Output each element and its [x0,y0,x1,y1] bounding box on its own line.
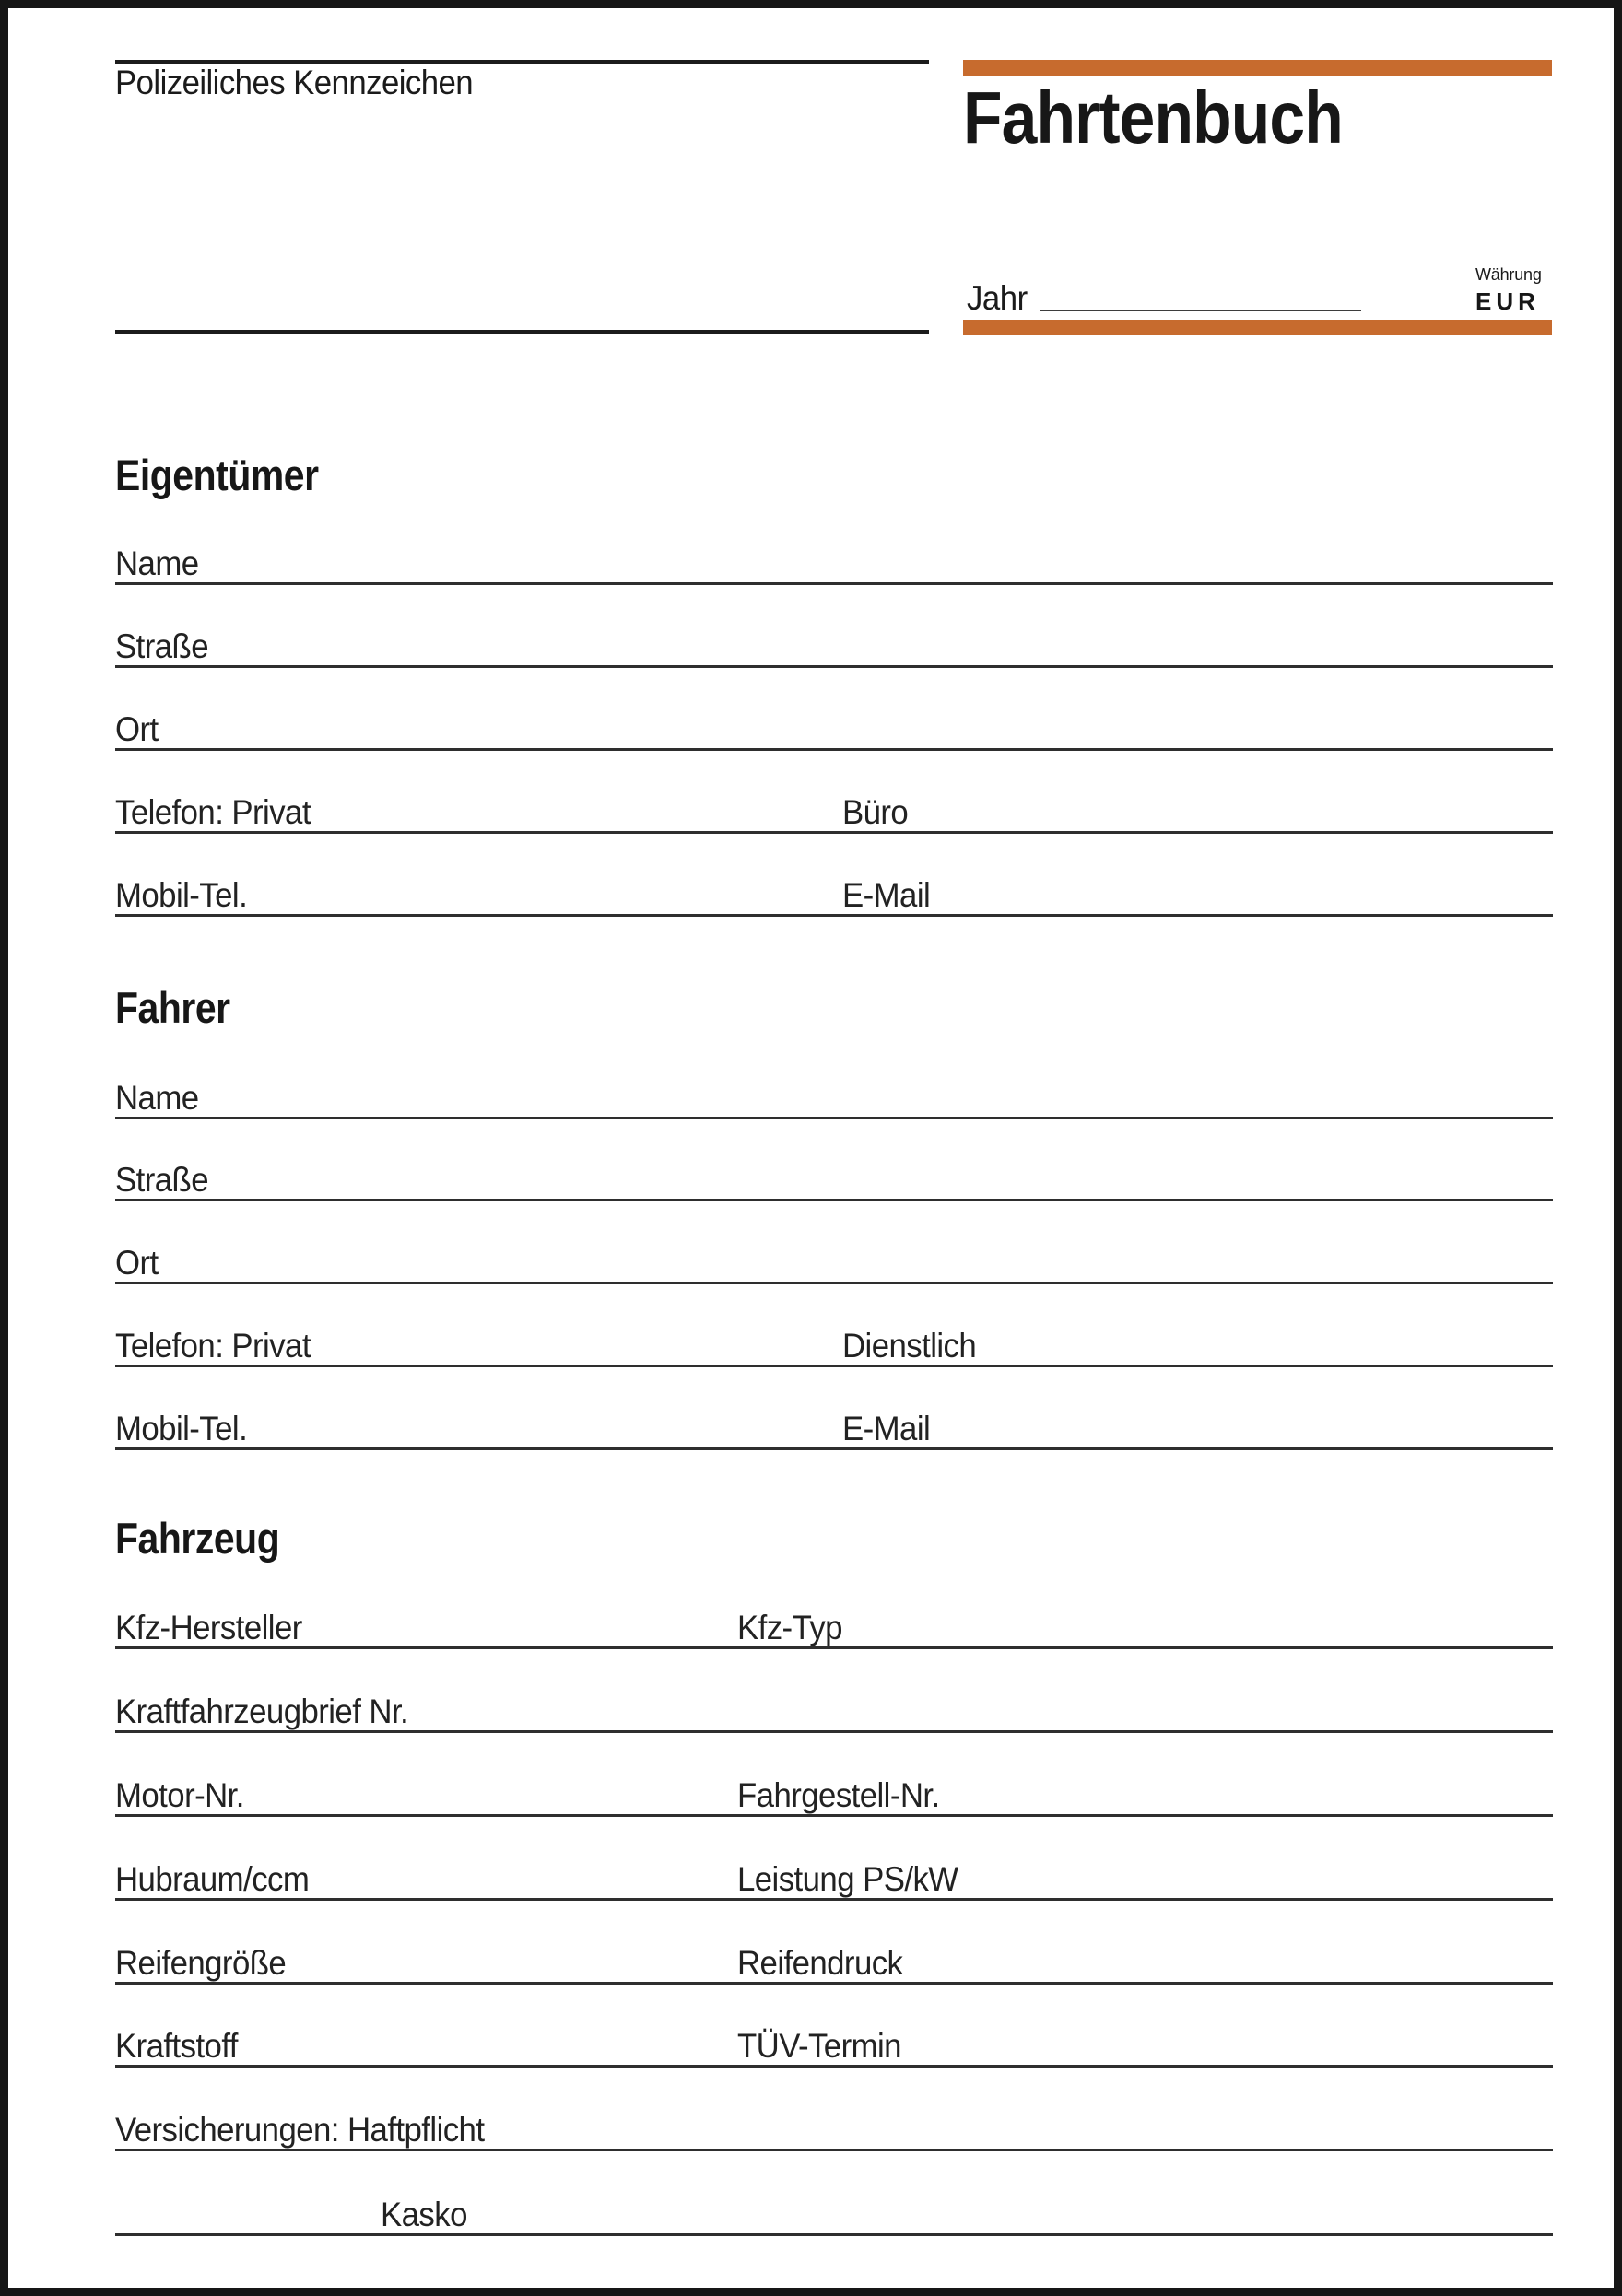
field-label-mobil-tel: Mobil-Tel. [115,1410,248,1447]
field-label-kfz-hersteller: Kfz-Hersteller [115,1609,302,1646]
fill-line-mobil-tel-e-mail[interactable] [115,914,1553,917]
field-label-e-mail: E-Mail [842,1410,931,1447]
field-label-telefon-privat: Telefon: Privat [115,1327,311,1365]
section-heading-fahrer: Fahrer [115,983,230,1032]
field-label-name: Name [115,545,199,582]
field-label-motor-nr: Motor-Nr. [115,1776,244,1814]
fill-line-ort[interactable] [115,748,1553,751]
fill-line-telefon-privat-buero[interactable] [115,831,1553,834]
field-label-versicherungen-haftpflicht: Versicherungen: Haftpflicht [115,2111,485,2149]
currency-label: Währung [1475,265,1542,284]
field-label-e-mail: E-Mail [842,876,931,914]
fill-line-kraftstoff-tuev-termin[interactable] [115,2065,1553,2068]
fill-line-strasse[interactable] [115,665,1553,668]
field-label-tuev-termin: TÜV-Termin [737,2027,901,2065]
field-label-buero: Büro [842,793,909,831]
fill-line-kfz-hersteller-kfz-typ[interactable] [115,1646,1553,1649]
field-label-leistung-ps-kw: Leistung PS/kW [737,1860,958,1898]
fill-line-name[interactable] [115,1117,1553,1119]
section-heading-fahrzeug: Fahrzeug [115,1514,280,1563]
field-label-reifengroesse: Reifengröße [115,1944,287,1982]
fill-line-hubraum-ccm-leistung-ps-kw[interactable] [115,1898,1553,1901]
fill-line-motor-nr-fahrgestell-nr[interactable] [115,1814,1553,1817]
fill-line-telefon-privat-dienstlich[interactable] [115,1365,1553,1367]
field-label-kfz-typ: Kfz-Typ [737,1609,842,1646]
plate-label: Polizeiliches Kennzeichen [115,64,474,101]
page-title: Fahrtenbuch [963,76,1343,158]
fill-line-strasse[interactable] [115,1199,1553,1201]
field-label-mobil-tel: Mobil-Tel. [115,876,248,914]
field-label-hubraum-ccm: Hubraum/ccm [115,1860,310,1898]
field-label-strasse: Straße [115,1161,208,1199]
field-label-fahrgestell-nr: Fahrgestell-Nr. [737,1776,940,1814]
field-label-ort: Ort [115,1244,159,1282]
field-label-reifendruck: Reifendruck [737,1944,903,1982]
fill-line-reifengroesse-reifendruck[interactable] [115,1982,1553,1985]
section-heading-eigentuemer: Eigentümer [115,451,319,499]
fill-line-kraftfahrzeugbrief-nr[interactable] [115,1730,1553,1733]
year-label: Jahr [967,279,1028,317]
fill-line-mobil-tel-e-mail[interactable] [115,1447,1553,1450]
accent-bar-top [963,60,1552,76]
plate-box-bottom-line [115,330,929,334]
fill-line-versicherungen-haftpflicht[interactable] [115,2149,1553,2151]
fill-line-name[interactable] [115,582,1553,585]
accent-bar-bottom [963,320,1552,335]
fill-line-kasko[interactable] [115,2233,1553,2236]
field-label-name: Name [115,1079,199,1117]
field-label-kraftfahrzeugbrief-nr: Kraftfahrzeugbrief Nr. [115,1693,409,1730]
currency-code: EUR [1475,287,1540,315]
year-fill-line[interactable] [1040,310,1361,311]
field-label-ort: Ort [115,710,159,748]
field-label-strasse: Straße [115,627,208,665]
field-label-kraftstoff: Kraftstoff [115,2027,238,2065]
field-label-kasko: Kasko [381,2196,467,2233]
field-label-dienstlich: Dienstlich [842,1327,977,1365]
fill-line-ort[interactable] [115,1282,1553,1284]
field-label-telefon-privat: Telefon: Privat [115,793,311,831]
